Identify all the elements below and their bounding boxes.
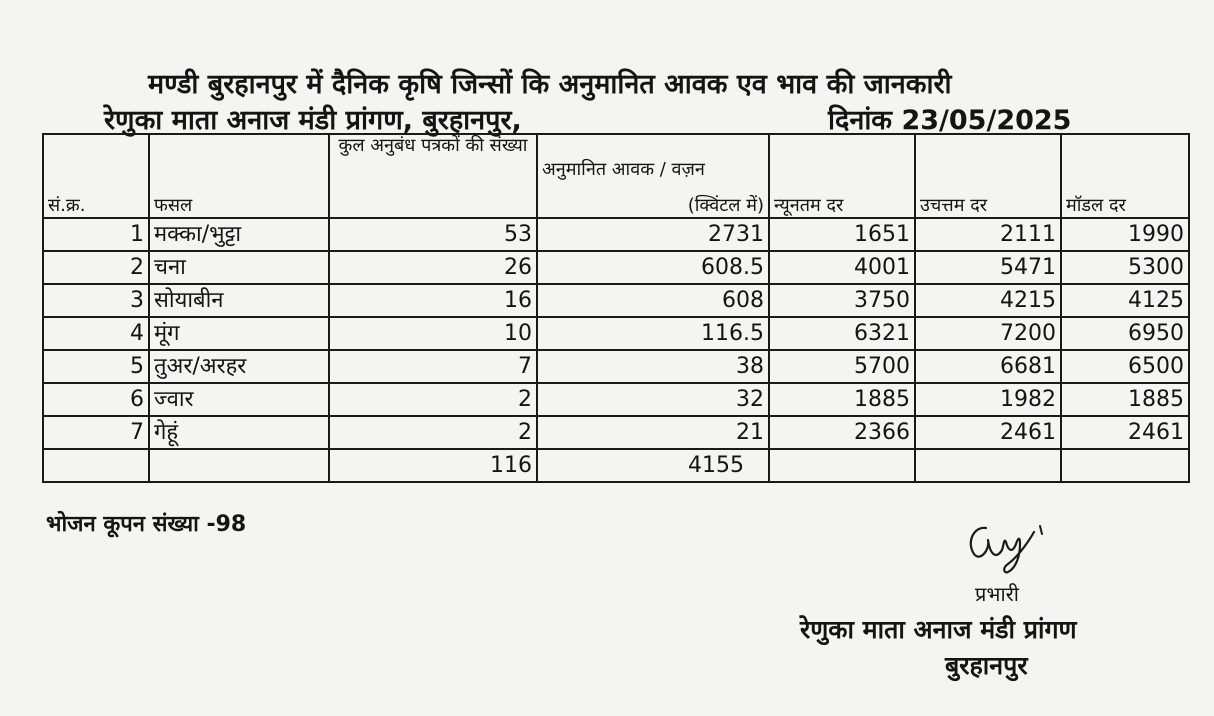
crop-cell: मक्का/भुट्टा bbox=[149, 218, 329, 251]
page-title: मण्डी बुरहानपुर में दैनिक कृषि जिन्सों कि अनुमानित आवक एव भाव की जानकारी bbox=[148, 69, 952, 100]
arrival-cell: 21 bbox=[537, 416, 769, 449]
empty-cell bbox=[1061, 449, 1189, 482]
table-row bbox=[43, 284, 1189, 317]
modal-rate-cell: 5300 bbox=[1061, 251, 1189, 284]
table-row bbox=[43, 317, 1189, 350]
total-agreements-cell: 116 bbox=[329, 449, 537, 482]
min-rate-cell: 1651 bbox=[769, 218, 915, 251]
serial-cell: 5 bbox=[43, 350, 149, 383]
header-arrival-unit: (क्विंटल में) bbox=[687, 195, 764, 216]
max-rate-cell: 4215 bbox=[915, 284, 1061, 317]
max-rate-cell: 2111 bbox=[915, 218, 1061, 251]
arrival-cell: 608.5 bbox=[537, 251, 769, 284]
arrival-cell: 38 bbox=[537, 350, 769, 383]
header-arrival bbox=[537, 134, 769, 218]
arrival-cell: 116.5 bbox=[537, 317, 769, 350]
empty-cell bbox=[43, 449, 149, 482]
crop-cell: गेहूं bbox=[149, 416, 329, 449]
table-row bbox=[43, 251, 1189, 284]
modal-rate-cell: 6950 bbox=[1061, 317, 1189, 350]
modal-rate-cell: 1990 bbox=[1061, 218, 1189, 251]
serial-cell: 4 bbox=[43, 317, 149, 350]
serial-cell: 1 bbox=[43, 218, 149, 251]
modal-rate-cell: 1885 bbox=[1061, 383, 1189, 416]
header-modal-rate: मॉडल दर bbox=[1061, 134, 1189, 218]
total-arrival-cell: 4155 bbox=[537, 449, 769, 482]
header-serial: सं.क्र. bbox=[43, 134, 149, 218]
modal-rate-cell: 6500 bbox=[1061, 350, 1189, 383]
table-row bbox=[43, 383, 1189, 416]
arrival-price-table bbox=[42, 133, 1190, 483]
modal-rate-cell: 2461 bbox=[1061, 416, 1189, 449]
incharge-label: प्रभारी bbox=[975, 582, 1019, 606]
report-date: दिनांक 23/05/2025 bbox=[828, 105, 1072, 136]
crop-cell: सोयाबीन bbox=[149, 284, 329, 317]
max-rate-cell: 1982 bbox=[915, 383, 1061, 416]
header-agreements: कुल अनुबंध पत्रकों की संख्या bbox=[329, 134, 537, 218]
modal-rate-cell: 4125 bbox=[1061, 284, 1189, 317]
max-rate-cell: 2461 bbox=[915, 416, 1061, 449]
arrival-cell: 2731 bbox=[537, 218, 769, 251]
min-rate-cell: 1885 bbox=[769, 383, 915, 416]
agreements-cell: 7 bbox=[329, 350, 537, 383]
max-rate-cell: 6681 bbox=[915, 350, 1061, 383]
agreements-cell: 26 bbox=[329, 251, 537, 284]
arrival-cell: 608 bbox=[537, 284, 769, 317]
footer-city: बुरहानपुर bbox=[945, 651, 1028, 680]
min-rate-cell: 6321 bbox=[769, 317, 915, 350]
min-rate-cell: 4001 bbox=[769, 251, 915, 284]
table-row bbox=[43, 218, 1189, 251]
agreements-cell: 2 bbox=[329, 383, 537, 416]
header-max-rate: उचत्तम दर bbox=[915, 134, 1061, 218]
min-rate-cell: 5700 bbox=[769, 350, 915, 383]
header-arrival-top: अनुमानित आवक / वज़न bbox=[542, 159, 705, 180]
min-rate-cell: 2366 bbox=[769, 416, 915, 449]
serial-cell: 3 bbox=[43, 284, 149, 317]
empty-cell bbox=[915, 449, 1061, 482]
min-rate-cell: 3750 bbox=[769, 284, 915, 317]
max-rate-cell: 5471 bbox=[915, 251, 1061, 284]
table-row bbox=[43, 350, 1189, 383]
header-crop: फसल bbox=[149, 134, 329, 218]
max-rate-cell: 7200 bbox=[915, 317, 1061, 350]
market-name: रेणुका माता अनाज मंडी प्रांगण, बुरहानपुर, bbox=[104, 105, 522, 136]
serial-cell: 7 bbox=[43, 416, 149, 449]
header-min-rate: न्यूनतम दर bbox=[769, 134, 915, 218]
food-coupon-count: भोजन कूपन संख्या -98 bbox=[46, 512, 247, 537]
empty-cell bbox=[149, 449, 329, 482]
agreements-cell: 10 bbox=[329, 317, 537, 350]
table-row bbox=[43, 416, 1189, 449]
agreements-cell: 16 bbox=[329, 284, 537, 317]
totals-row bbox=[43, 449, 1189, 482]
empty-cell bbox=[769, 449, 915, 482]
serial-cell: 6 bbox=[43, 383, 149, 416]
crop-cell: ज्वार bbox=[149, 383, 329, 416]
signature-image bbox=[960, 520, 1060, 576]
agreements-cell: 53 bbox=[329, 218, 537, 251]
footer-org-name: रेणुका माता अनाज मंडी प्रांगण bbox=[800, 615, 1077, 644]
table-header-row bbox=[43, 134, 1189, 218]
crop-cell: चना bbox=[149, 251, 329, 284]
agreements-cell: 2 bbox=[329, 416, 537, 449]
crop-cell: मूंग bbox=[149, 317, 329, 350]
serial-cell: 2 bbox=[43, 251, 149, 284]
crop-cell: तुअर/अरहर bbox=[149, 350, 329, 383]
arrival-cell: 32 bbox=[537, 383, 769, 416]
